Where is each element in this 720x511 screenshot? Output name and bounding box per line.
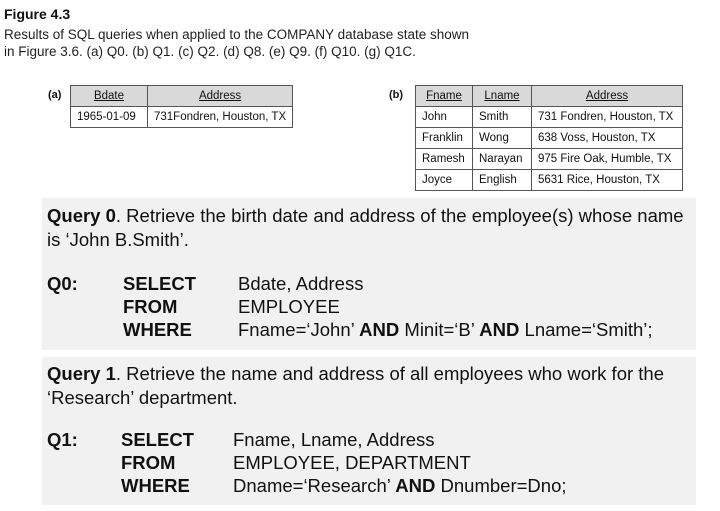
table-b-header: Fname: [416, 86, 473, 107]
table-b-label: (b): [389, 89, 404, 101]
q1-where-value: [233, 475, 567, 497]
q0-and-keyword: AND: [359, 319, 400, 340]
q0-where-part: Minit=‘B’: [399, 319, 480, 340]
caption-line-1: Results of SQL queries when applied to the COMPANY database state shown: [4, 27, 470, 42]
q0-label: Q0:: [47, 273, 78, 294]
table-row: [416, 128, 683, 149]
table-a-label: (a): [48, 89, 62, 101]
q0-from-value: EMPLOYEE: [238, 296, 340, 317]
q1-where-part: Dnumber=Dno;: [435, 475, 567, 496]
table-row: [416, 107, 683, 128]
table-cell: English: [473, 170, 532, 191]
q1-from-value: EMPLOYEE, DEPARTMENT: [233, 452, 471, 473]
figure-title: Figure 4.3: [4, 6, 71, 22]
table-cell: 731 Fondren, Houston, TX: [532, 107, 683, 128]
q1-from-keyword: FROM: [121, 452, 176, 473]
query-1-text: . Retrieve the name and address of all employees who work for the ‘Research’ department.: [47, 363, 664, 408]
query-1-title: Query 1: [47, 363, 116, 384]
q1-label: Q1:: [47, 429, 78, 450]
table-cell: John: [416, 107, 473, 128]
table-b: [415, 85, 683, 191]
table-cell: 638 Voss, Houston, TX: [532, 128, 683, 149]
table-cell: 975 Fire Oak, Humble, TX: [532, 149, 683, 170]
table-cell: Ramesh: [416, 149, 473, 170]
q1-select-keyword: SELECT: [121, 429, 194, 450]
table-b-header: Lname: [473, 86, 532, 107]
table-cell: Narayan: [473, 149, 532, 170]
table-a-header: Address: [148, 86, 293, 107]
q1-and-keyword: AND: [395, 475, 436, 496]
q1-where-keyword: WHERE: [121, 475, 190, 496]
q0-where-part: Lname=‘Smith’;: [519, 319, 653, 340]
table-a: [70, 85, 293, 128]
q0-where-keyword: WHERE: [123, 319, 192, 340]
table-cell: 1965-01-09: [71, 107, 148, 128]
q0-from-keyword: FROM: [123, 296, 178, 317]
q0-select-value: Bdate, Address: [238, 273, 364, 294]
q0-select-keyword: SELECT: [123, 273, 196, 294]
query-1-description: [47, 362, 687, 410]
query-0-text: . Retrieve the birth date and address of the employee(s) whose name is ‘John B.Smith’.: [47, 205, 684, 250]
table-row: [416, 170, 683, 191]
table-b-header: Address: [532, 86, 683, 107]
table-cell: 731Fondren, Houston, TX: [148, 107, 293, 128]
figure-caption: [4, 26, 469, 60]
q0-where-part: Fname=‘John’: [238, 319, 360, 340]
table-cell: Smith: [473, 107, 532, 128]
table-cell: Joyce: [416, 170, 473, 191]
q1-select-value: Fname, Lname, Address: [233, 429, 435, 450]
q0-and-keyword: AND: [479, 319, 520, 340]
table-a-header-row: [71, 86, 293, 107]
table-cell: Franklin: [416, 128, 473, 149]
table-row: [71, 107, 293, 128]
query-0-description: [47, 204, 687, 252]
caption-line-2: in Figure 3.6. (a) Q0. (b) Q1. (c) Q2. (d) Q8. (e) Q9. (f) Q10. (g) Q1C.: [4, 44, 416, 59]
query-0-title: Query 0: [47, 205, 116, 226]
table-b-header-row: [416, 86, 683, 107]
table-a-header: Bdate: [71, 86, 148, 107]
table-row: [416, 149, 683, 170]
table-cell: 5631 Rice, Houston, TX: [532, 170, 683, 191]
q1-where-part: Dname=‘Research’: [233, 475, 396, 496]
table-cell: Wong: [473, 128, 532, 149]
q0-where-value: [238, 319, 653, 341]
